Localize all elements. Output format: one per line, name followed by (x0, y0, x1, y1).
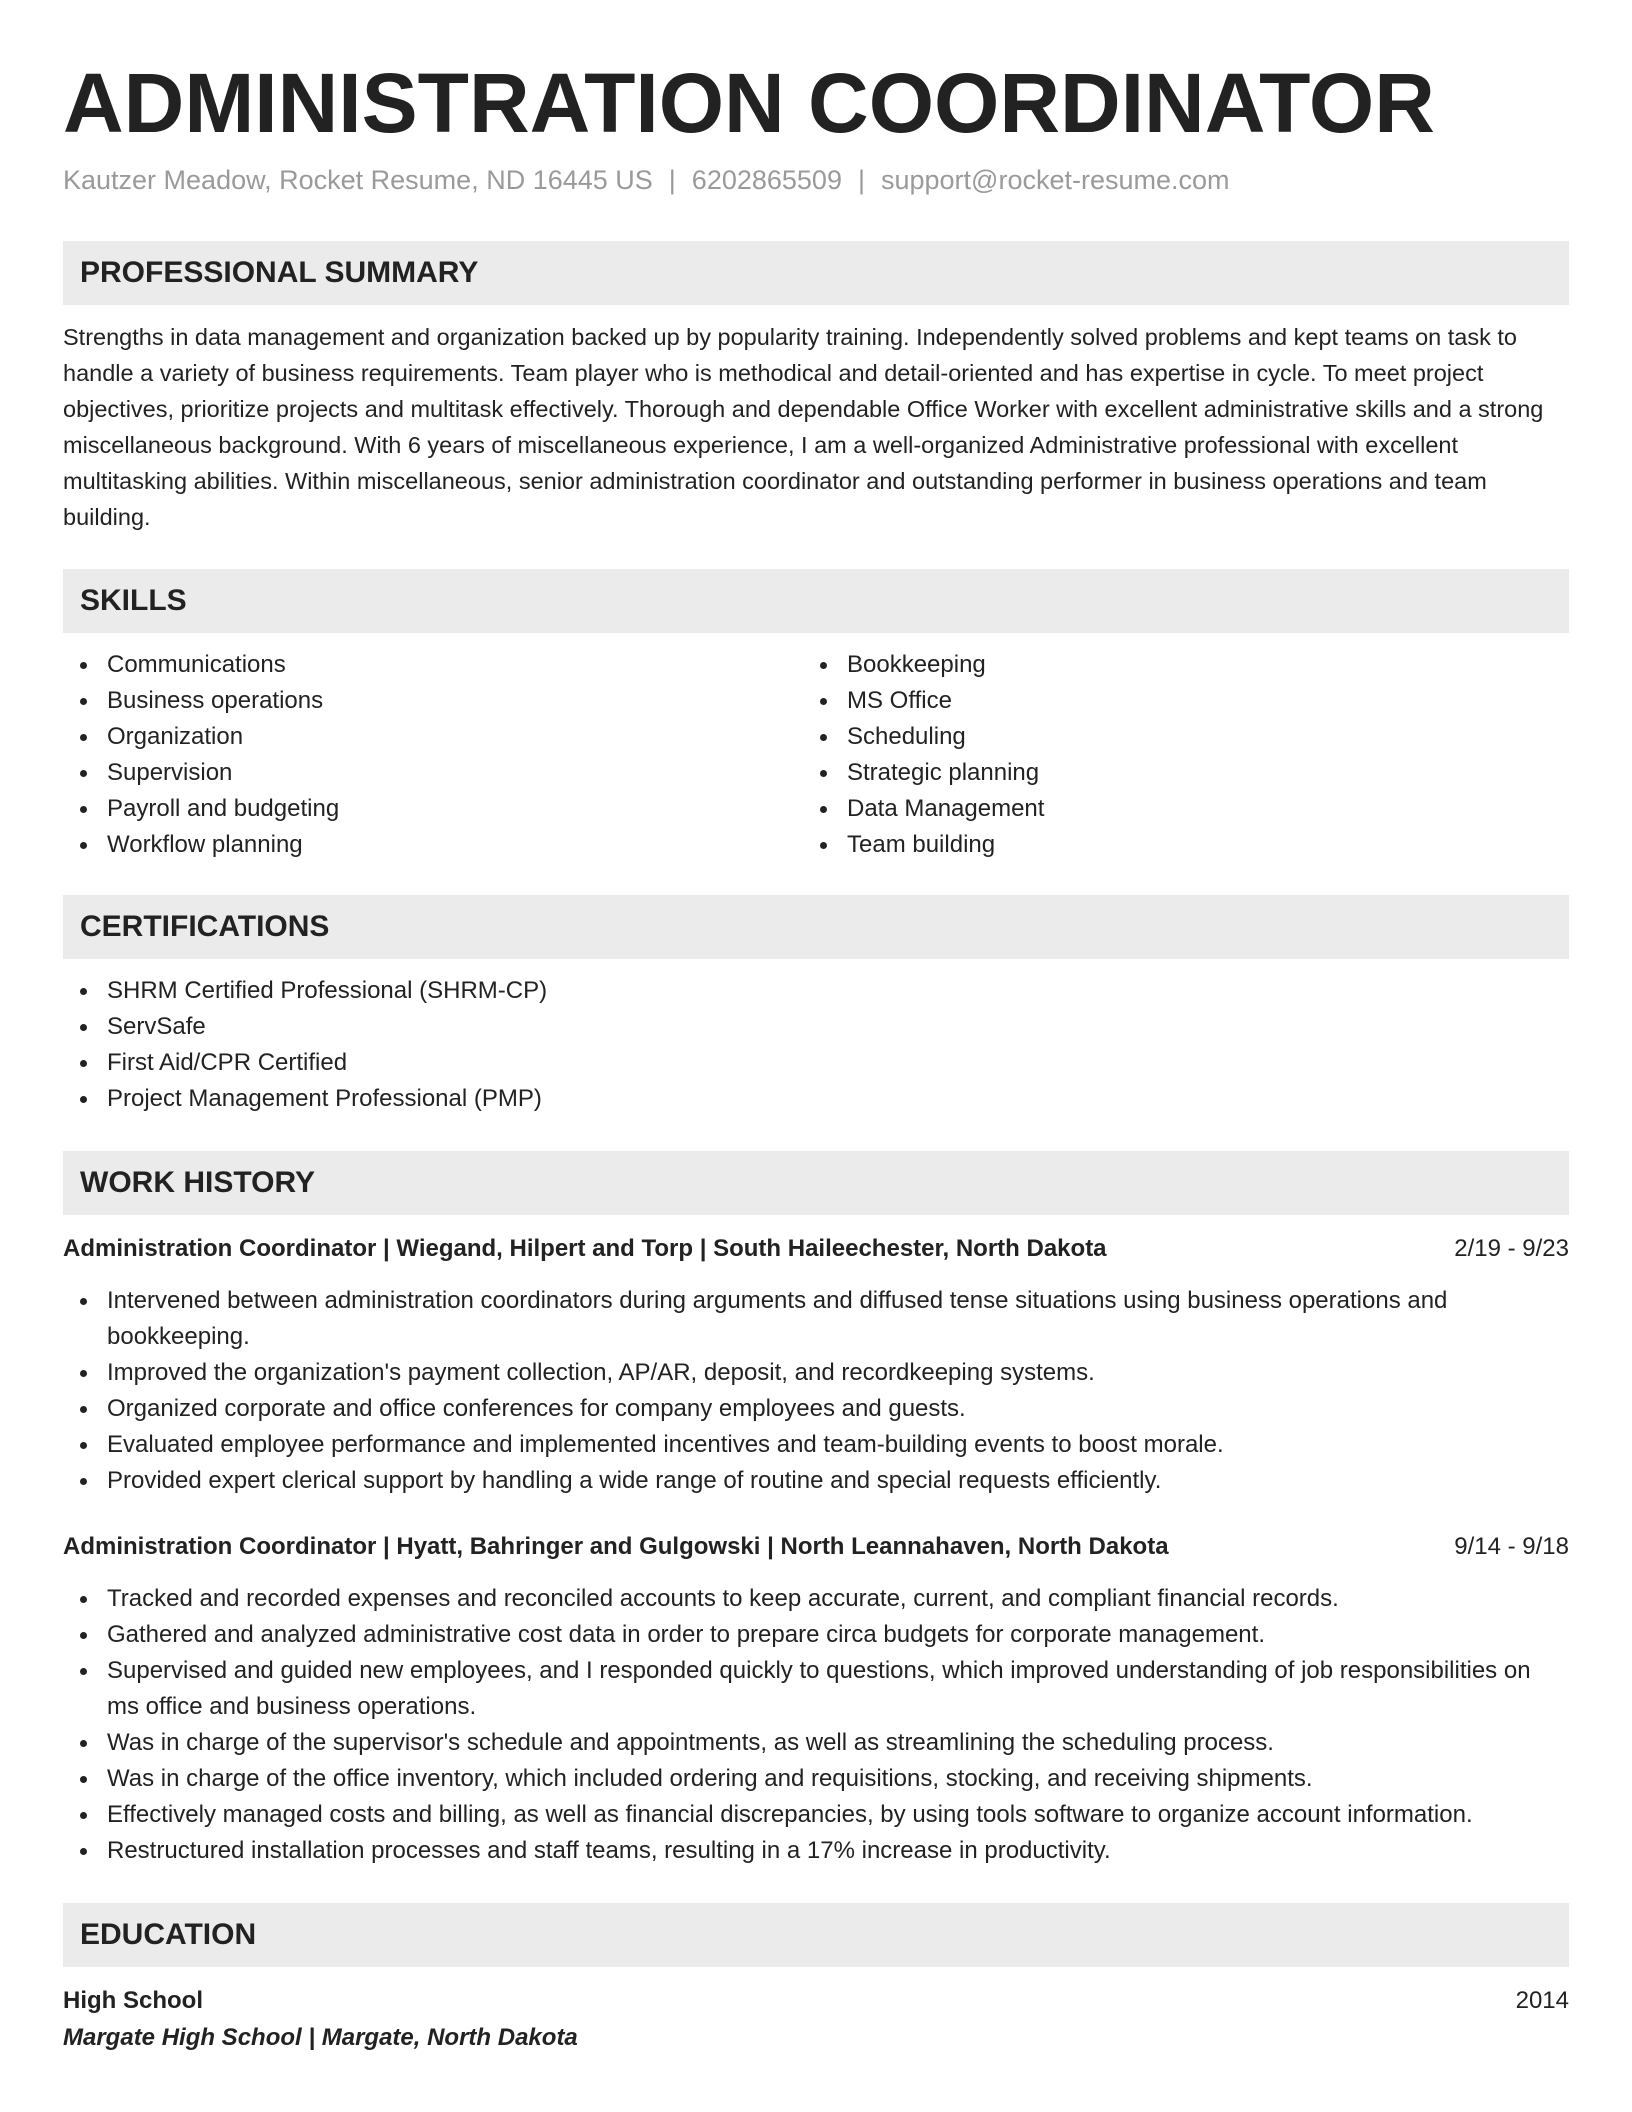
section-heading-skills: SKILLS (63, 569, 1569, 633)
skill-item: Business operations (63, 683, 803, 719)
section-heading-certifications: CERTIFICATIONS (63, 895, 1569, 959)
skill-item: Strategic planning (803, 755, 1543, 791)
job-bullet: Was in charge of the supervisor's schedule and appointments, as well as streamlining the scheduling process. (63, 1725, 1569, 1761)
job-dates: 9/14 - 9/18 (1454, 1533, 1569, 1560)
job-dates: 2/19 - 9/23 (1454, 1235, 1569, 1262)
section-heading-work-history: WORK HISTORY (63, 1151, 1569, 1215)
certification-item: SHRM Certified Professional (SHRM-CP) (63, 973, 1569, 1009)
skill-item: Communications (63, 647, 803, 683)
skills-list (63, 647, 1569, 863)
certification-item: First Aid/CPR Certified (63, 1045, 1569, 1081)
certification-item: Project Management Professional (PMP) (63, 1081, 1569, 1117)
certification-item: ServSafe (63, 1009, 1569, 1045)
education-year: 2014 (1515, 1987, 1569, 2014)
job-bullet: Organized corporate and office conferences for company employees and guests. (63, 1391, 1569, 1427)
skill-item: Team building (803, 827, 1543, 863)
job-bullet: Improved the organization's payment collection, AP/AR, deposit, and recordkeeping systems. (63, 1355, 1569, 1391)
job-title: Administration Coordinator | Hyatt, Bahringer and Gulgowski | North Leannahaven, North Dakota (63, 1533, 1169, 1560)
education-header (63, 1983, 1569, 2019)
resume-title: ADMINISTRATION COORDINATOR (63, 56, 1435, 150)
contact-separator: | (668, 165, 676, 195)
job-bullet: Provided expert clerical support by handling a wide range of routine and special requests efficiently. (63, 1463, 1569, 1499)
job-header (63, 1231, 1569, 1267)
skill-item: MS Office (803, 683, 1543, 719)
contact-line (63, 162, 1569, 198)
job-bullet: Intervened between administration coordinators during arguments and diffused tense situations using business operations and bookkeeping. (63, 1283, 1569, 1355)
skill-item: Workflow planning (63, 827, 803, 863)
skill-item: Supervision (63, 755, 803, 791)
job-header (63, 1529, 1569, 1565)
job-bullet: Restructured installation processes and staff teams, resulting in a 17% increase in productivity. (63, 1833, 1569, 1869)
job-bullet: Supervised and guided new employees, and I responded quickly to questions, which improved understanding of job responsibilities on ms office and business operations. (63, 1653, 1569, 1725)
job-bullets (63, 1283, 1569, 1499)
contact-separator: | (857, 165, 865, 195)
skill-item: Scheduling (803, 719, 1543, 755)
job-bullet: Evaluated employee performance and implemented incentives and team-building events to boost morale. (63, 1427, 1569, 1463)
skill-item: Bookkeeping (803, 647, 1543, 683)
job-bullet: Tracked and recorded expenses and reconciled accounts to keep accurate, current, and compliant financial records. (63, 1581, 1569, 1617)
education-degree: High School (63, 1987, 203, 2014)
job-title: Administration Coordinator | Wiegand, Hilpert and Torp | South Haileechester, North Dakota (63, 1235, 1107, 1262)
job-entry (63, 1529, 1569, 1869)
skill-item: Organization (63, 719, 803, 755)
contact-address: Kautzer Meadow, Rocket Resume, ND 16445 US (63, 165, 653, 195)
section-heading-summary: PROFESSIONAL SUMMARY (63, 241, 1569, 305)
contact-email: support@rocket-resume.com (880, 165, 1230, 195)
skills-column-right (803, 647, 1543, 863)
skill-item: Data Management (803, 791, 1543, 827)
job-bullets (63, 1581, 1569, 1869)
section-heading-education: EDUCATION (63, 1903, 1569, 1967)
skills-column-left (63, 647, 803, 863)
job-entry (63, 1231, 1569, 1499)
education-school: Margate High School | Margate, North Dakota (63, 2024, 578, 2051)
skill-item: Payroll and budgeting (63, 791, 803, 827)
certifications-list (63, 973, 1569, 1117)
job-bullet: Effectively managed costs and billing, as well as financial discrepancies, by using tools software to organize account information. (63, 1797, 1569, 1833)
summary-text: Strengths in data management and organization backed up by popularity training. Independently solved problems and kept teams on task to handle a variety of business requirements. Team player who is methodical and detail-oriented and has expertise in cycle. To meet project objectives, prioritize projects and multitask effectively. Thorough and dependable Office Worker with excellent administrative skills and a strong miscellaneous background. With 6 years of miscellaneous experience, I am a well-organized Administrative professional with excellent multitasking abilities. Within miscellaneous, senior administration coordinator and outstanding performer in business operations and team building. (63, 324, 1544, 530)
job-bullet: Gathered and analyzed administrative cost data in order to prepare circa budgets for corporate management. (63, 1617, 1569, 1653)
contact-phone: 6202865509 (691, 165, 842, 195)
job-bullet: Was in charge of the office inventory, which included ordering and requisitions, stocking, and receiving shipments. (63, 1761, 1569, 1797)
